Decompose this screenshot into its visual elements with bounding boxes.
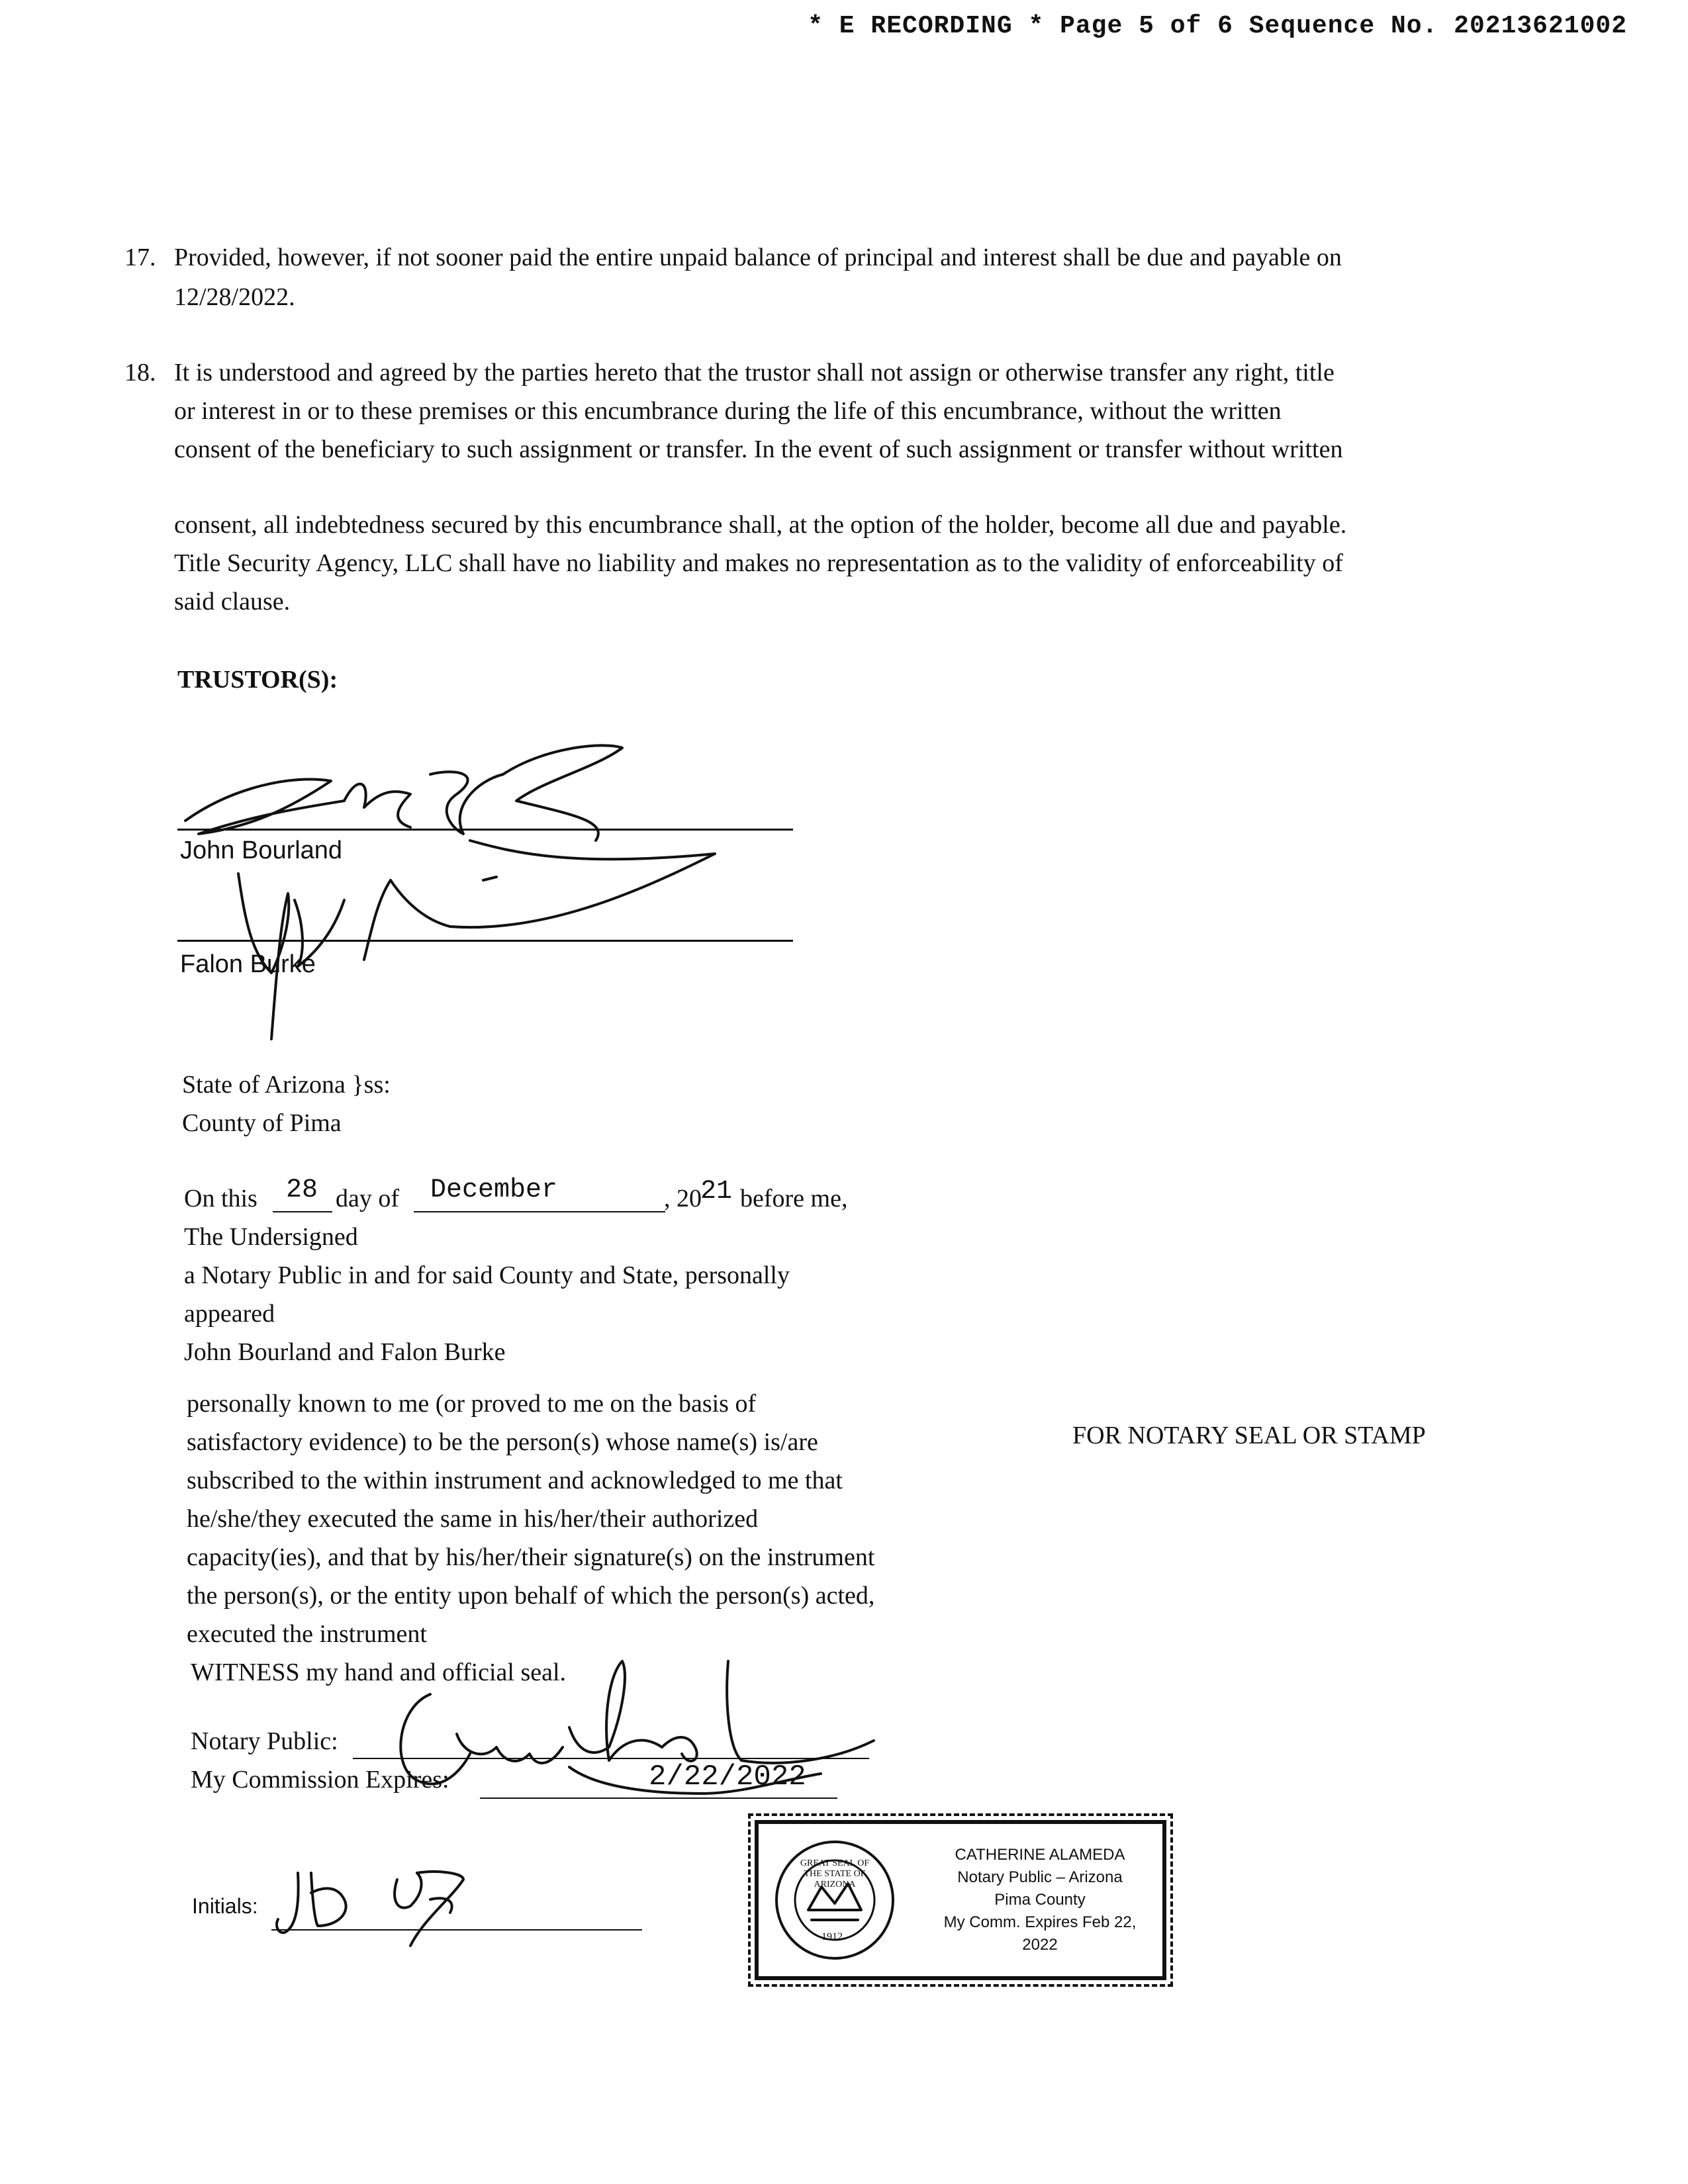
ack-on-this: On this bbox=[184, 1185, 258, 1212]
ack-appeared: John Bourland and Falon Burke bbox=[184, 1338, 506, 1366]
trustors-heading: TRUSTOR(S): bbox=[177, 666, 338, 694]
ack-day: 28 bbox=[286, 1175, 318, 1205]
clause-number: 18. bbox=[124, 359, 156, 387]
ack-officer: The Undersigned bbox=[184, 1223, 358, 1251]
ack-body-line: personally known to me (or proved to me on the basis of bbox=[187, 1390, 757, 1418]
notary-seal-label: FOR NOTARY SEAL OR STAMP bbox=[1072, 1422, 1426, 1449]
ack-body-line: subscribed to the within instrument and acknowledged to me that bbox=[187, 1467, 843, 1494]
clause-line: It is understood and agreed by the parties hereto that the trustor shall not assign or otherwise transfer any right, title bbox=[174, 359, 1335, 387]
signer-name-2: Falon Burke bbox=[180, 950, 316, 978]
stamp-text-block bbox=[931, 1844, 1149, 1956]
ack-month: December bbox=[430, 1175, 558, 1205]
ack-body-line: he/she/they executed the same in his/her/their authorized bbox=[187, 1505, 759, 1533]
clause-line: or interest in or to these premises or this encumbrance during the life of this encumbrance, without the written bbox=[174, 397, 1282, 425]
ack-notary-line: a Notary Public in and for said County and State, personally bbox=[184, 1261, 790, 1289]
commission-date: 2/22/2022 bbox=[649, 1760, 806, 1794]
ack-body-line: WITNESS my hand and official seal. bbox=[191, 1659, 567, 1686]
stamp-notary-expires: My Comm. Expires Feb 22, 2022 bbox=[943, 1913, 1137, 1954]
stamp-notary-title: Notary Public – Arizona bbox=[957, 1868, 1123, 1886]
clause-line: Provided, however, if not sooner paid the entire unpaid balance of principal and interest shall be due and payable on bbox=[174, 244, 1342, 271]
clause-number: 17. bbox=[124, 244, 156, 271]
stamp-notary-county: Pima County bbox=[994, 1891, 1086, 1909]
clause-line: 12/28/2022. bbox=[174, 283, 295, 311]
trustor-signature-drawing bbox=[172, 735, 768, 1046]
initials-label: Initials: bbox=[192, 1894, 258, 1918]
venue-county: County of Pima bbox=[182, 1109, 342, 1137]
clause-line: consent, all indebtedness secured by this encumbrance shall, at the option of the holder, become all due and payable. bbox=[174, 511, 1347, 539]
state-seal-emblem bbox=[772, 1837, 898, 1963]
recording-header: * E RECORDING * Page 5 of 6 Sequence No. 20213621002 bbox=[808, 12, 1627, 40]
ack-year-prefix: , 20 bbox=[664, 1185, 702, 1212]
state-seal-ring-text: GREAT SEAL OF THE STATE OF ARIZONA bbox=[800, 1858, 870, 1889]
clause-line: said clause. bbox=[174, 588, 291, 615]
clause-line: Title Security Agency, LLC shall have no liability and makes no representation as to the validity of enforceability of bbox=[174, 549, 1343, 577]
ack-year-suffix: 21 bbox=[700, 1177, 733, 1206]
ack-body-line: the person(s), or the entity upon behalf of which the person(s) acted, bbox=[187, 1582, 875, 1610]
clause-line: consent of the beneficiary to such assignment or transfer. In the event of such assignment or transfer without written bbox=[174, 435, 1343, 463]
ack-notary-line: appeared bbox=[184, 1300, 275, 1328]
notary-stamp bbox=[755, 1820, 1166, 1980]
ack-before-me: before me, bbox=[740, 1185, 848, 1212]
notary-public-label: Notary Public: bbox=[191, 1727, 338, 1755]
commission-label: My Commission Expires: bbox=[191, 1766, 449, 1794]
signer-name-1: John Bourland bbox=[180, 837, 343, 864]
ack-body-line: capacity(ies), and that by his/her/their signature(s) on the instrument bbox=[187, 1543, 875, 1571]
ack-body-line: satisfactory evidence) to be the person(s) whose name(s) is/are bbox=[187, 1428, 818, 1456]
notary-signature-drawing bbox=[371, 1635, 900, 1807]
ack-day-of: day of bbox=[336, 1185, 400, 1212]
initials-drawing bbox=[271, 1860, 510, 1952]
stamp-notary-name: CATHERINE ALAMEDA bbox=[955, 1846, 1125, 1864]
ack-body-line: executed the instrument bbox=[187, 1620, 427, 1648]
state-seal-year: 1912 bbox=[821, 1931, 843, 1942]
venue-state: State of Arizona }ss: bbox=[182, 1071, 391, 1099]
